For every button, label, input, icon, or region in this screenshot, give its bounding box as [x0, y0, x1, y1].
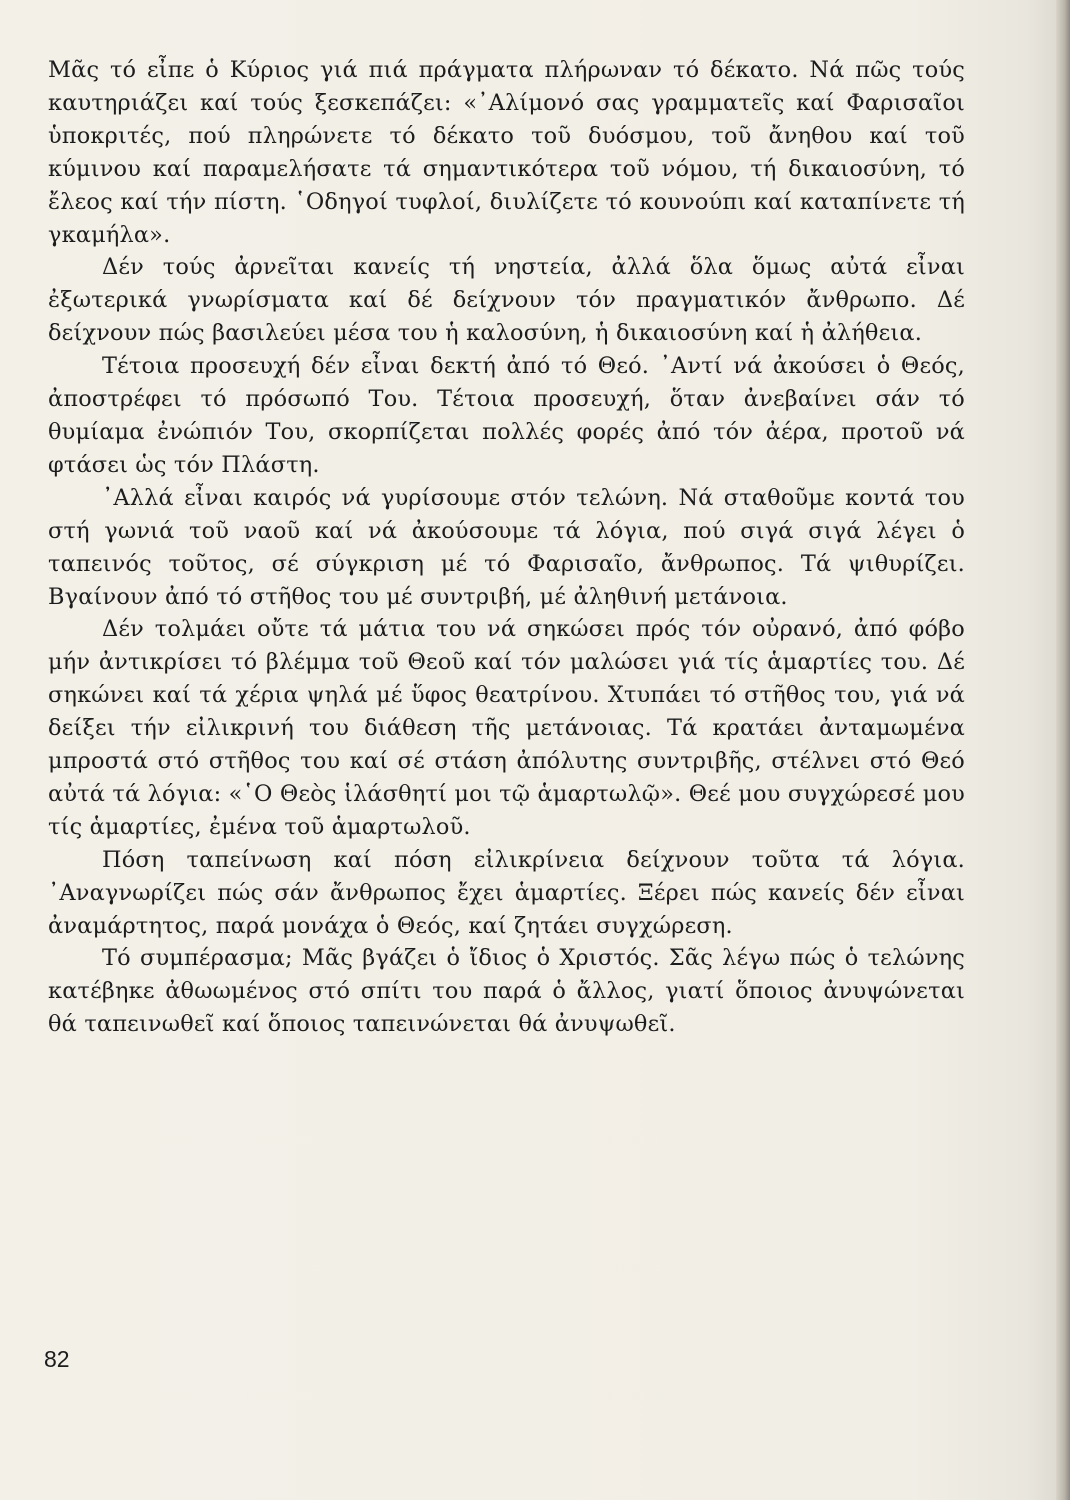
page-number: 82 — [44, 1346, 70, 1372]
paragraph-2: Δέν τούς ἀρνεῖται κανείς τή νηστεία, ἀλλά ὅλα ὅμως αὐτά εἶναι ἐξωτερικά γνωρίσματα καί δέ δείχνουν τόν πραγματικόν ἄνθρωπο. Δέ δείχνουν πώς βασιλεύει μέσα του ἡ καλοσύνη, ἡ δικαιοσύνη καί ἡ ἀλήθεια. — [48, 254, 965, 347]
paragraph-6: Πόση ταπείνωση καί πόση εἰλικρίνεια δείχνουν τοῦτα τά λόγια. ᾿Αναγνωρίζει πώς σάν ἄνθρωπος ἔχει ἁμαρτίες. Ξέρει πώς κανείς δέν εἶναι ἀναμάρτητος, παρά μονάχα ὁ Θεός, καί ζητάει συγχώρεση. — [48, 846, 965, 939]
paragraph-1: Μᾶς τό εἶπε ὁ Κύριος γιά πιά πράγματα πλήρωναν τό δέκατο. Νά πῶς τούς καυτηριάζει καί τούς ξεσκεπάζει: «᾿Αλίμονό σας γραμματεῖς καί Φαρισαῖοι ὑποκριτές, πού πληρώνετε τό δέκατο τοῦ δυόσμου, τοῦ ἄνηθου καί τοῦ κύμινου καί παραμελήσατε τά σημαντικότερα τοῦ νόμου, τή δικαιοσύνη, τό ἔλεος καί τήν πίστη. ῾Οδηγοί τυφλοί, διυλίζετε τό κουνούπι καί καταπίνετε τή γκαμήλα». — [48, 57, 965, 248]
paragraph-4: ᾿Αλλά εἶναι καιρός νά γυρίσουμε στόν τελώνη. Νά σταθοῦμε κοντά του στή γωνιά τοῦ ναοῦ καί νά ἀκούσουμε τά λόγια, πού σιγά σιγά λέγει ὁ ταπεινός τοῦτος, σέ σύγκριση μέ τό Φαρισαῖο, ἄνθρωπος. Τά ψιθυρίζει. Βγαίνουν ἀπό τό στῆθος του μέ συντριβή, μέ ἀληθινή μετάνοια. — [48, 484, 965, 610]
paragraph-7: Τό συμπέρασμα; Μᾶς βγάζει ὁ ἴδιος ὁ Χριστός. Σᾶς λέγω πώς ὁ τελώνης κατέβηκε ἀθωωμένος στό σπίτι του παρά ὁ ἄλλος, γιατί ὅποιος ἀνυψώνεται θά ταπεινωθεῖ καί ὅποιος ταπεινώνεται θά ἀνυψωθεῖ. — [48, 945, 965, 1038]
body-text — [48, 54, 965, 1041]
page-edge-shadow — [1056, 0, 1070, 1500]
paragraph-3: Τέτοια προσευχή δέν εἶναι δεκτή ἀπό τό Θεό. ᾿Αντί νά ἀκούσει ὁ Θεός, ἀποστρέφει τό πρόσωπό Του. Τέτοια προσευχή, ὅταν ἀνεβαίνει σάν τό θυμίαμα ἐνώπιόν Του, σκορπίζεται πολλές φορές ἀπό τόν ἀέρα, προτοῦ νά φτάσει ὡς τόν Πλάστη. — [48, 353, 965, 478]
paragraph-5: Δέν τολμάει οὔτε τά μάτια του νά σηκώσει πρός τόν οὐρανό, ἀπό φόβο μήν ἀντικρίσει τό βλέμμα τοῦ Θεοῦ καί τόν μαλώσει γιά τίς ἁμαρτίες του. Δέ σηκώνει καί τά χέρια ψηλά μέ ὕφος θεατρίνου. Χτυπάει τό στῆθος του, γιά νά δείξει τήν εἰλικρινή του διάθεση τῆς μετάνοιας. Τά κρατάει ἀνταμωμένα μπροστά στό στῆθος του καί σέ στάση ἀπόλυτης συντριβῆς, στέλνει στό Θεό αὐτά τά λόγια: «῾Ο Θεὸς ἱλάσθητί μοι τῷ ἁμαρτωλῷ». Θεέ μου συγχώρεσέ μου τίς ἁμαρτίες, ἐμένα τοῦ ἁμαρτωλοῦ. — [48, 616, 965, 840]
